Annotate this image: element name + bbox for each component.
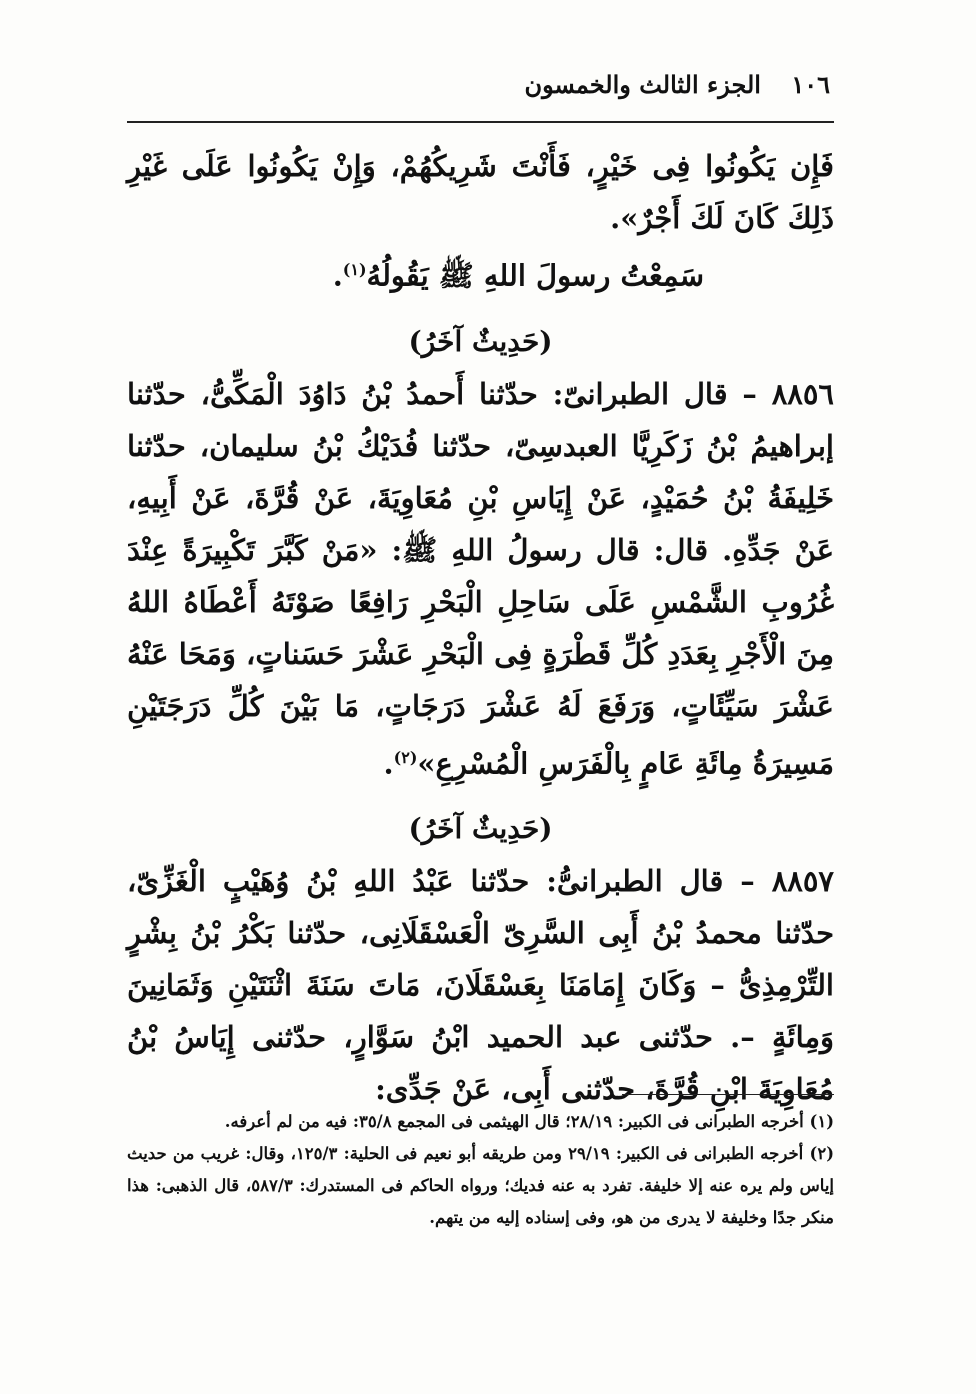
hadith-heading-1: (حَدِيثٌ آخَرُ) (408, 324, 553, 358)
header-rule (127, 121, 834, 123)
footnotes (127, 1106, 834, 1234)
spacer (127, 789, 834, 803)
section-title: الجزء الثالث والخمسون (524, 70, 761, 99)
hadith-paragraph-8857: ٨٨٥٧ – قال الطبرانىُّ: حدّثنا عَبْدُ اللهِ بْنُ وُهَيْبٍ الْغَزِّىّ، حدّثنا محمدُ بْنُ أَبِى السَّرِىّ الْعَسْقَلَانِى، حدّثنا بَكْرُ بْنُ بِشْرٍ التِّرْمِذِىُّ – وَكَانَ إِمَامَنَا بِعَسْقَلَانَ، مَاتَ سَنَةَ اثْنَتَيْنِ وَثَمَانِينَ وَمِائَةٍ –. حدّثنى عبد الحميد ابْنُ سَوَّارٍ، حدّثنى إِيَاسُ بْنُ مُعَاوِيَةَ ابْنِ قُرَّةَ، حدّثنى أَبِى، عَنْ جَدِّى: (127, 864, 834, 1107)
continuation-paragraph: فَإِن يَكُونُوا فِى خَيْرٍ، فَأَنْتَ شَرِيكُهُمْ، وَإِنْ يَكُونُوا عَلَى غَيْرِ ذَلِكَ كَانَ لَكَ أَجْرٌ». (127, 149, 834, 235)
main-text (127, 140, 834, 1115)
heard-text: سَمِعْتُ رسولَ اللهِ ﷺ يَقُولُهُ (366, 258, 704, 293)
page-number: ١٠٦ (791, 70, 830, 99)
hadith-8856-text: ٨٨٥٦ – قال الطبرانىّ: حدّثنا أَحمدُ بْنُ دَاوُدَ الْمَكِّىُّ، حدّثنا إبراهيمُ بْنُ زَكَرِيَّا العبدسِىّ، حدّثنا فُدَيْكُ بْنُ سليمان، حدّثنا خَلِيفَةُ بْنُ حُمَيْدٍ، عَنْ إِيَاسِ بْنِ مُعَاوِيَةَ، عَنْ قُرَّةَ، عَنْ أَبِيهِ، عَنْ جَدِّهِ. قال: قال رسولُ اللهِ ﷺ: «مَنْ كَبَّرَ تَكْبِيرَةً عِنْدَ غُرُوبِ الشَّمْسِ عَلَى سَاحِلِ الْبَحْرِ رَافِعًا صَوْتَهُ أَعْطَاهُ اللهُ مِنَ الْأَجْرِ بِعَدَدِ كُلِّ قَطْرَةٍ فِى الْبَحْرِ عَشْرَ حَسَناتٍ، وَمَحَا عَنْهُ عَشْرَ سَيِّئَاتٍ، وَرَفَعَ لَهُ عَشْرَ دَرَجَاتٍ، مَا بَيْنَ كُلِّ دَرَجَتَيْنِ مَسِيرَةُ مِائَةِ عَامٍ بِالْفَرَسِ الْمُسْرِعِ» (127, 376, 835, 781)
footnote-1: (١) أخرجه الطبرانى فى الكبير: ٢٨/١٩؛ قال الهيثمى فى المجمع ٣٥/٨: فيه من لم أعرفه. (224, 1112, 834, 1131)
footnote-ref-2: (٢) (393, 747, 418, 767)
footnote-2: (٢) أخرجه الطبرانى فى الكبير: ٢٩/١٩ ومن طريقه أبو نعيم فى الحلية: ١٢٥/٣، وقال: غريب من حديث إياس ولم يره عنه إلا خليفة. تفرد به عنه فديك؛ ورواه الحاكم فى المستدرك: ٥٨٧/٣، قال الذهبى: هذا منكر جدًا وخليفة لا يدرى من هو، وفى إسناده إليه من يتهم. (127, 1144, 834, 1227)
running-header (524, 70, 830, 99)
heard-line: سَمِعْتُ رسولَ اللهِ ﷺ يَقُولُهُ$^{(١)}$. (332, 258, 704, 293)
hadith-heading-2: (حَدِيثٌ آخَرُ) (408, 812, 553, 846)
footnote-rule (622, 1094, 834, 1095)
footnote-ref-1: (١) (342, 260, 367, 279)
spacer (127, 302, 834, 316)
hadith-paragraph-8856: ٨٨٥٦ – قال الطبرانىّ: حدّثنا أَحمدُ بْنُ دَاوُدَ الْمَكِّىُّ، حدّثنا إبراهيمُ بْنُ زَكَرِيَّا العبدسِىّ، حدّثنا فُدَيْكُ بْنُ سليمان، حدّثنا خَلِيفَةُ بْنُ حُمَيْدٍ، عَنْ إِيَاسِ بْنِ مُعَاوِيَةَ، عَنْ قُرَّةَ، عَنْ أَبِيهِ، عَنْ جَدِّهِ. قال: قال رسولُ اللهِ ﷺ: «مَنْ كَبَّرَ تَكْبِيرَةً عِنْدَ غُرُوبِ الشَّمْسِ عَلَى سَاحِلِ الْبَحْرِ رَافِعًا صَوْتَهُ أَعْطَاهُ اللهُ مِنَ الْأَجْرِ بِعَدَدِ كُلِّ قَطْرَةٍ فِى الْبَحْرِ عَشْرَ حَسَناتٍ، وَمَحَا عَنْهُ عَشْرَ سَيِّئَاتٍ، وَرَفَعَ لَهُ عَشْرَ دَرَجَاتٍ، مَا بَيْنَ كُلِّ دَرَجَتَيْنِ مَسِيرَةُ مِائَةِ عَامٍ بِالْفَرَسِ الْمُسْرِعِ»$^{(٢)}$. (127, 376, 835, 781)
